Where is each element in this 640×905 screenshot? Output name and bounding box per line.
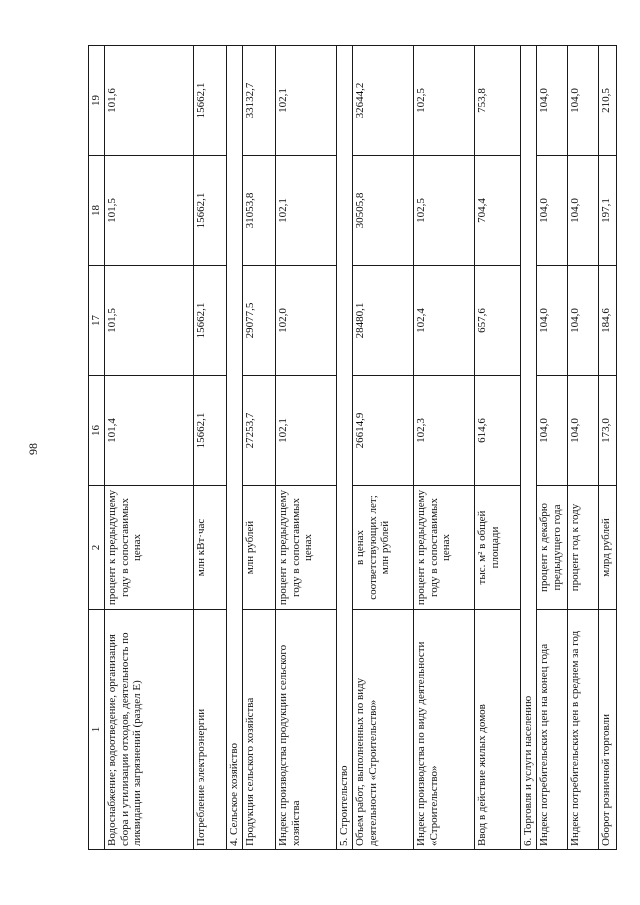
value-cell: 31053,8 (243, 156, 276, 266)
table-row (243, 46, 276, 850)
value-cell: 104,0 (537, 376, 568, 486)
value-cell: 15662,1 (194, 266, 227, 376)
value-cell: 102,3 (414, 376, 475, 486)
value-cell: 102,5 (414, 46, 475, 156)
value-cell: 104,0 (568, 156, 599, 266)
unit-cell: тыс. м² в общей площади (475, 486, 521, 610)
section-header-row (521, 46, 537, 850)
value-cell: 104,0 (568, 266, 599, 376)
column-header: 16 (89, 376, 105, 486)
value-cell: 15662,1 (194, 46, 227, 156)
section-title: 4. Сельское хозяйство (227, 46, 243, 850)
table-row (568, 46, 599, 850)
table-row (105, 46, 194, 850)
value-cell: 704,4 (475, 156, 521, 266)
value-cell: 30505,8 (353, 156, 414, 266)
table-row (599, 46, 617, 850)
value-cell: 197,1 (599, 156, 617, 266)
indicator-label: Водоснабжение; водоотведение, организация сбора и утилизации отходов, деятельность по ликвидации загрязнений (раздел Е) (105, 610, 194, 850)
value-cell: 102,0 (276, 266, 337, 376)
table-row (353, 46, 414, 850)
value-cell: 753,8 (475, 46, 521, 156)
unit-cell: процент год к году (568, 486, 599, 610)
value-cell: 15662,1 (194, 376, 227, 486)
value-cell: 104,0 (568, 46, 599, 156)
value-cell: 101,5 (105, 156, 194, 266)
value-cell: 184,6 (599, 266, 617, 376)
indicator-label: Индекс потребительских цен на конец года (537, 610, 568, 850)
table-row (194, 46, 227, 850)
value-cell: 210,5 (599, 46, 617, 156)
value-cell: 33132,7 (243, 46, 276, 156)
indicator-label: Ввод в действие жилых домов (475, 610, 521, 850)
unit-cell: процент к предыдущему году в сопоставимых ценах (276, 486, 337, 610)
value-cell: 102,1 (276, 156, 337, 266)
indicator-label: Индекс производства продукции сельского хозяйства (276, 610, 337, 850)
unit-cell: процент к предыдущему году в сопоставимых ценах (105, 486, 194, 610)
unit-cell: в ценах соответствующих лет; млн рублей (353, 486, 414, 610)
section-title: 5. Строительство (337, 46, 353, 850)
column-header: 17 (89, 266, 105, 376)
value-cell: 102,5 (414, 156, 475, 266)
value-cell: 32644,2 (353, 46, 414, 156)
indicator-label: Потребление электроэнергии (194, 610, 227, 850)
unit-cell: процент к предыдущему году в сопоставимых ценах (414, 486, 475, 610)
header-row (89, 46, 105, 850)
value-cell: 104,0 (537, 156, 568, 266)
column-header: 2 (89, 486, 105, 610)
value-cell: 15662,1 (194, 156, 227, 266)
indicator-label: Объем работ, выполненных по виду деятельности «Строительство» (353, 610, 414, 850)
value-cell: 173,0 (599, 376, 617, 486)
value-cell: 101,5 (105, 266, 194, 376)
value-cell: 101,6 (105, 46, 194, 156)
unit-cell: процент к декабрю предыдущего года (537, 486, 568, 610)
value-cell: 614,6 (475, 376, 521, 486)
page-number: 98 (26, 443, 40, 455)
indicators-table (88, 45, 617, 850)
table-row (276, 46, 337, 850)
rotated-table-container (88, 46, 612, 850)
value-cell: 657,6 (475, 266, 521, 376)
unit-cell: млрд рублей (599, 486, 617, 610)
value-cell: 102,1 (276, 376, 337, 486)
value-cell: 104,0 (537, 46, 568, 156)
table-row (414, 46, 475, 850)
value-cell: 101,4 (105, 376, 194, 486)
indicator-label: Продукция сельского хозяйства (243, 610, 276, 850)
column-header: 1 (89, 610, 105, 850)
section-header-row (227, 46, 243, 850)
indicator-label: Индекс производства по виду деятельности «Строительство» (414, 610, 475, 850)
table-row (537, 46, 568, 850)
value-cell: 28480,1 (353, 266, 414, 376)
indicator-label: Оборот розничной торговли (599, 610, 617, 850)
value-cell: 27253,7 (243, 376, 276, 486)
value-cell: 102,4 (414, 266, 475, 376)
value-cell: 29077,5 (243, 266, 276, 376)
table-row (475, 46, 521, 850)
column-header: 19 (89, 46, 105, 156)
unit-cell: млн рублей (243, 486, 276, 610)
column-header: 18 (89, 156, 105, 266)
value-cell: 104,0 (537, 266, 568, 376)
unit-cell: млн кВт·час (194, 486, 227, 610)
section-title: 6. Торговля и услуги населению (521, 46, 537, 850)
value-cell: 104,0 (568, 376, 599, 486)
value-cell: 102,1 (276, 46, 337, 156)
indicator-label: Индекс потребительских цен в среднем за год (568, 610, 599, 850)
value-cell: 26614,9 (353, 376, 414, 486)
section-header-row (337, 46, 353, 850)
